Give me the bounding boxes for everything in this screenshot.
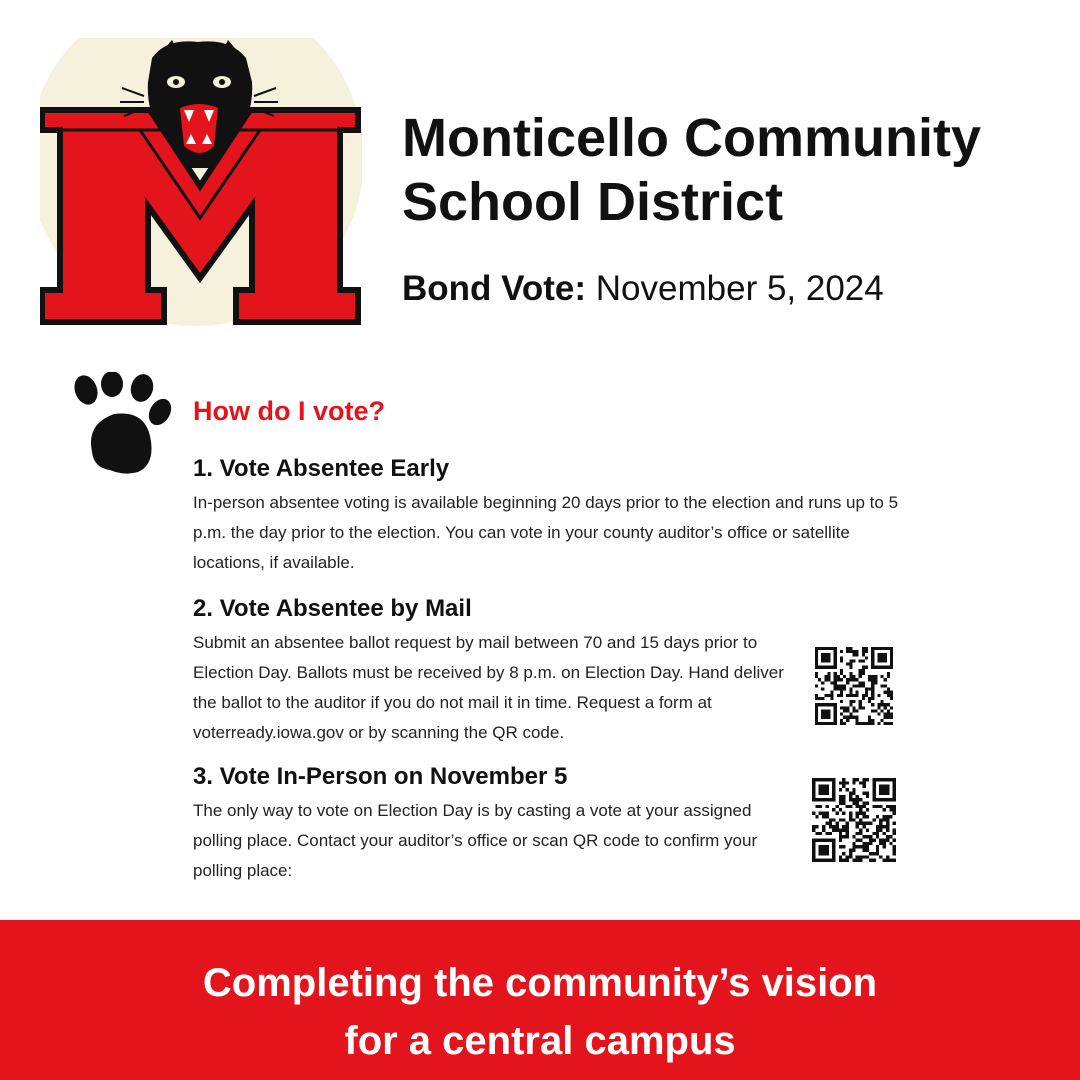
panther-m-logo-icon xyxy=(40,38,362,328)
step-heading: 2. Vote Absentee by Mail xyxy=(193,595,472,622)
paw-print-icon xyxy=(64,372,172,476)
title-line-2: School District xyxy=(402,172,784,232)
district-title xyxy=(402,106,1062,234)
polling-place-qr-code-icon[interactable] xyxy=(812,778,896,862)
tagline-banner xyxy=(0,920,1080,1080)
district-logo xyxy=(40,38,362,328)
step-body: Submit an absentee ballot request by mail between 70 and 15 days prior to Election Day. Ballots must be received by 8 p.m. on Election Day. Hand deliver the ballot to the auditor if you do not mail it in time. Request a form at voterready.iowa.gov or by scanning the QR code. xyxy=(193,633,784,742)
step-heading: 3. Vote In-Person on November 5 xyxy=(193,763,568,790)
step-absentee-early xyxy=(193,454,923,578)
bond-vote-label: Bond Vote: xyxy=(402,269,587,308)
tagline-line-1: Completing the community’s vision xyxy=(202,961,878,1005)
step-absentee-mail xyxy=(193,594,803,748)
bond-date-value: November 5, 2024 xyxy=(595,269,884,308)
absentee-qr-code-icon[interactable] xyxy=(815,647,893,725)
title-line-1: Monticello Community xyxy=(402,108,981,168)
bond-vote-date xyxy=(402,265,1062,313)
step-body: In-person absentee voting is available beginning 20 days prior to the election and runs up to 5 p.m. the day prior to the election. You can vote in your county auditor’s office or satellite locations, if available. xyxy=(193,493,899,572)
step-heading: 1. Vote Absentee Early xyxy=(193,455,450,482)
step-body: The only way to vote on Election Day is by casting a vote at your assigned polling place. Contact your auditor’s office or scan QR code to confirm your polling place: xyxy=(193,801,758,880)
tagline-line-2: for a central campus xyxy=(344,1019,736,1063)
step-in-person xyxy=(193,762,803,886)
how-to-vote-heading: How do I vote? xyxy=(193,396,385,426)
